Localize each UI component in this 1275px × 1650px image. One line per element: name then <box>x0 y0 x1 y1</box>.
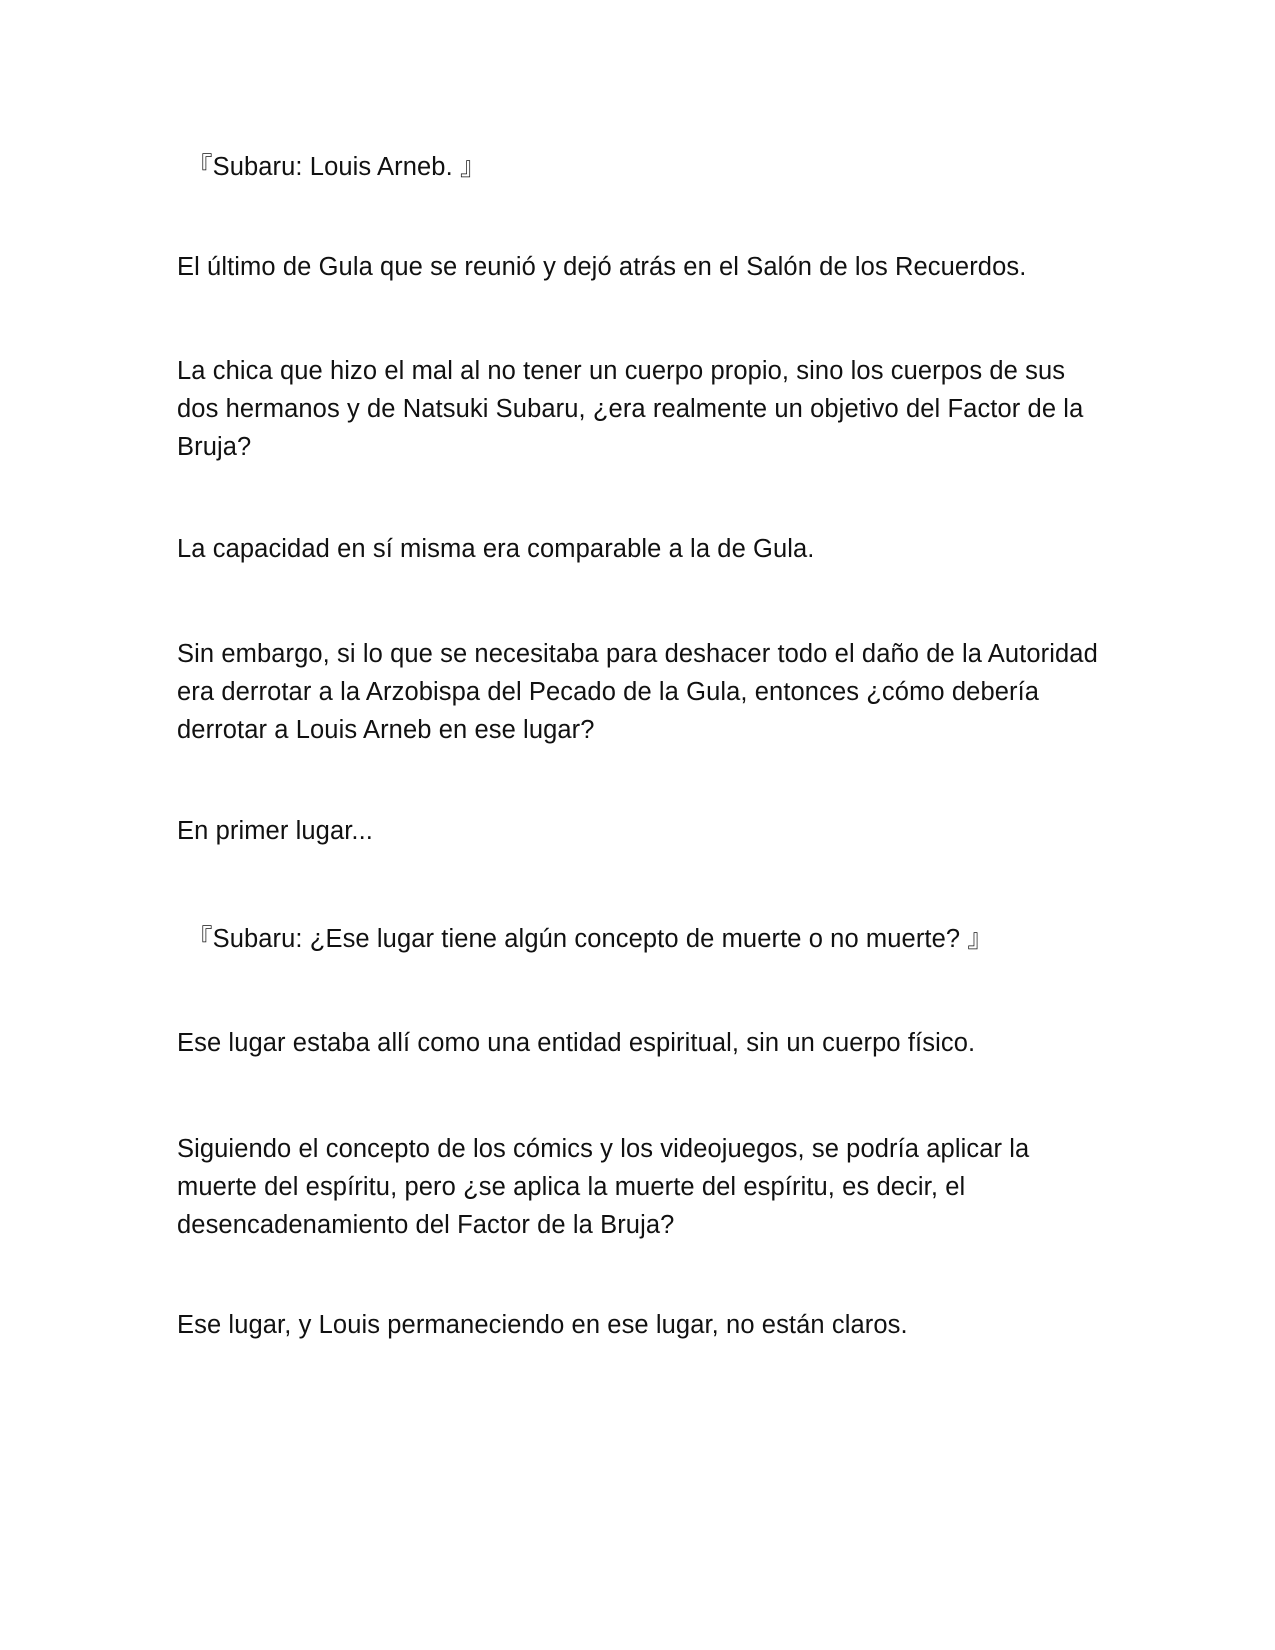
paragraph: Ese lugar, y Louis permaneciendo en ese lugar, no están claros. <box>177 1311 908 1339</box>
dialogue-line: 『Subaru: Louis Arneb. 』 <box>187 153 486 181</box>
paragraph: Ese lugar estaba allí como una entidad espiritual, sin un cuerpo físico. <box>177 1029 976 1057</box>
dialogue-line: 『Subaru: ¿Ese lugar tiene algún concepto de muerte o no muerte? 』 <box>187 925 993 953</box>
paragraph: En primer lugar... <box>177 817 373 845</box>
paragraph: Sin embargo, si lo que se necesitaba para deshacer todo el daño de la Autoridad era derrotar a la Arzobispa del Pecado de la Gula, entonces ¿cómo debería derrotar a Louis Arneb en ese lugar? <box>177 640 1098 744</box>
paragraph: El último de Gula que se reunió y dejó atrás en el Salón de los Recuerdos. <box>177 253 1027 281</box>
paragraph: La capacidad en sí misma era comparable a la de Gula. <box>177 535 815 563</box>
paragraph: La chica que hizo el mal al no tener un cuerpo propio, sino los cuerpos de sus dos hermanos y de Natsuki Subaru, ¿era realmente un objetivo del Factor de la Bruja? <box>177 357 1084 461</box>
paragraph: Siguiendo el concepto de los cómics y los videojuegos, se podría aplicar la muerte del espíritu, pero ¿se aplica la muerte del espíritu, es decir, el desencadenamiento del Factor de la Bruja? <box>177 1135 1030 1239</box>
